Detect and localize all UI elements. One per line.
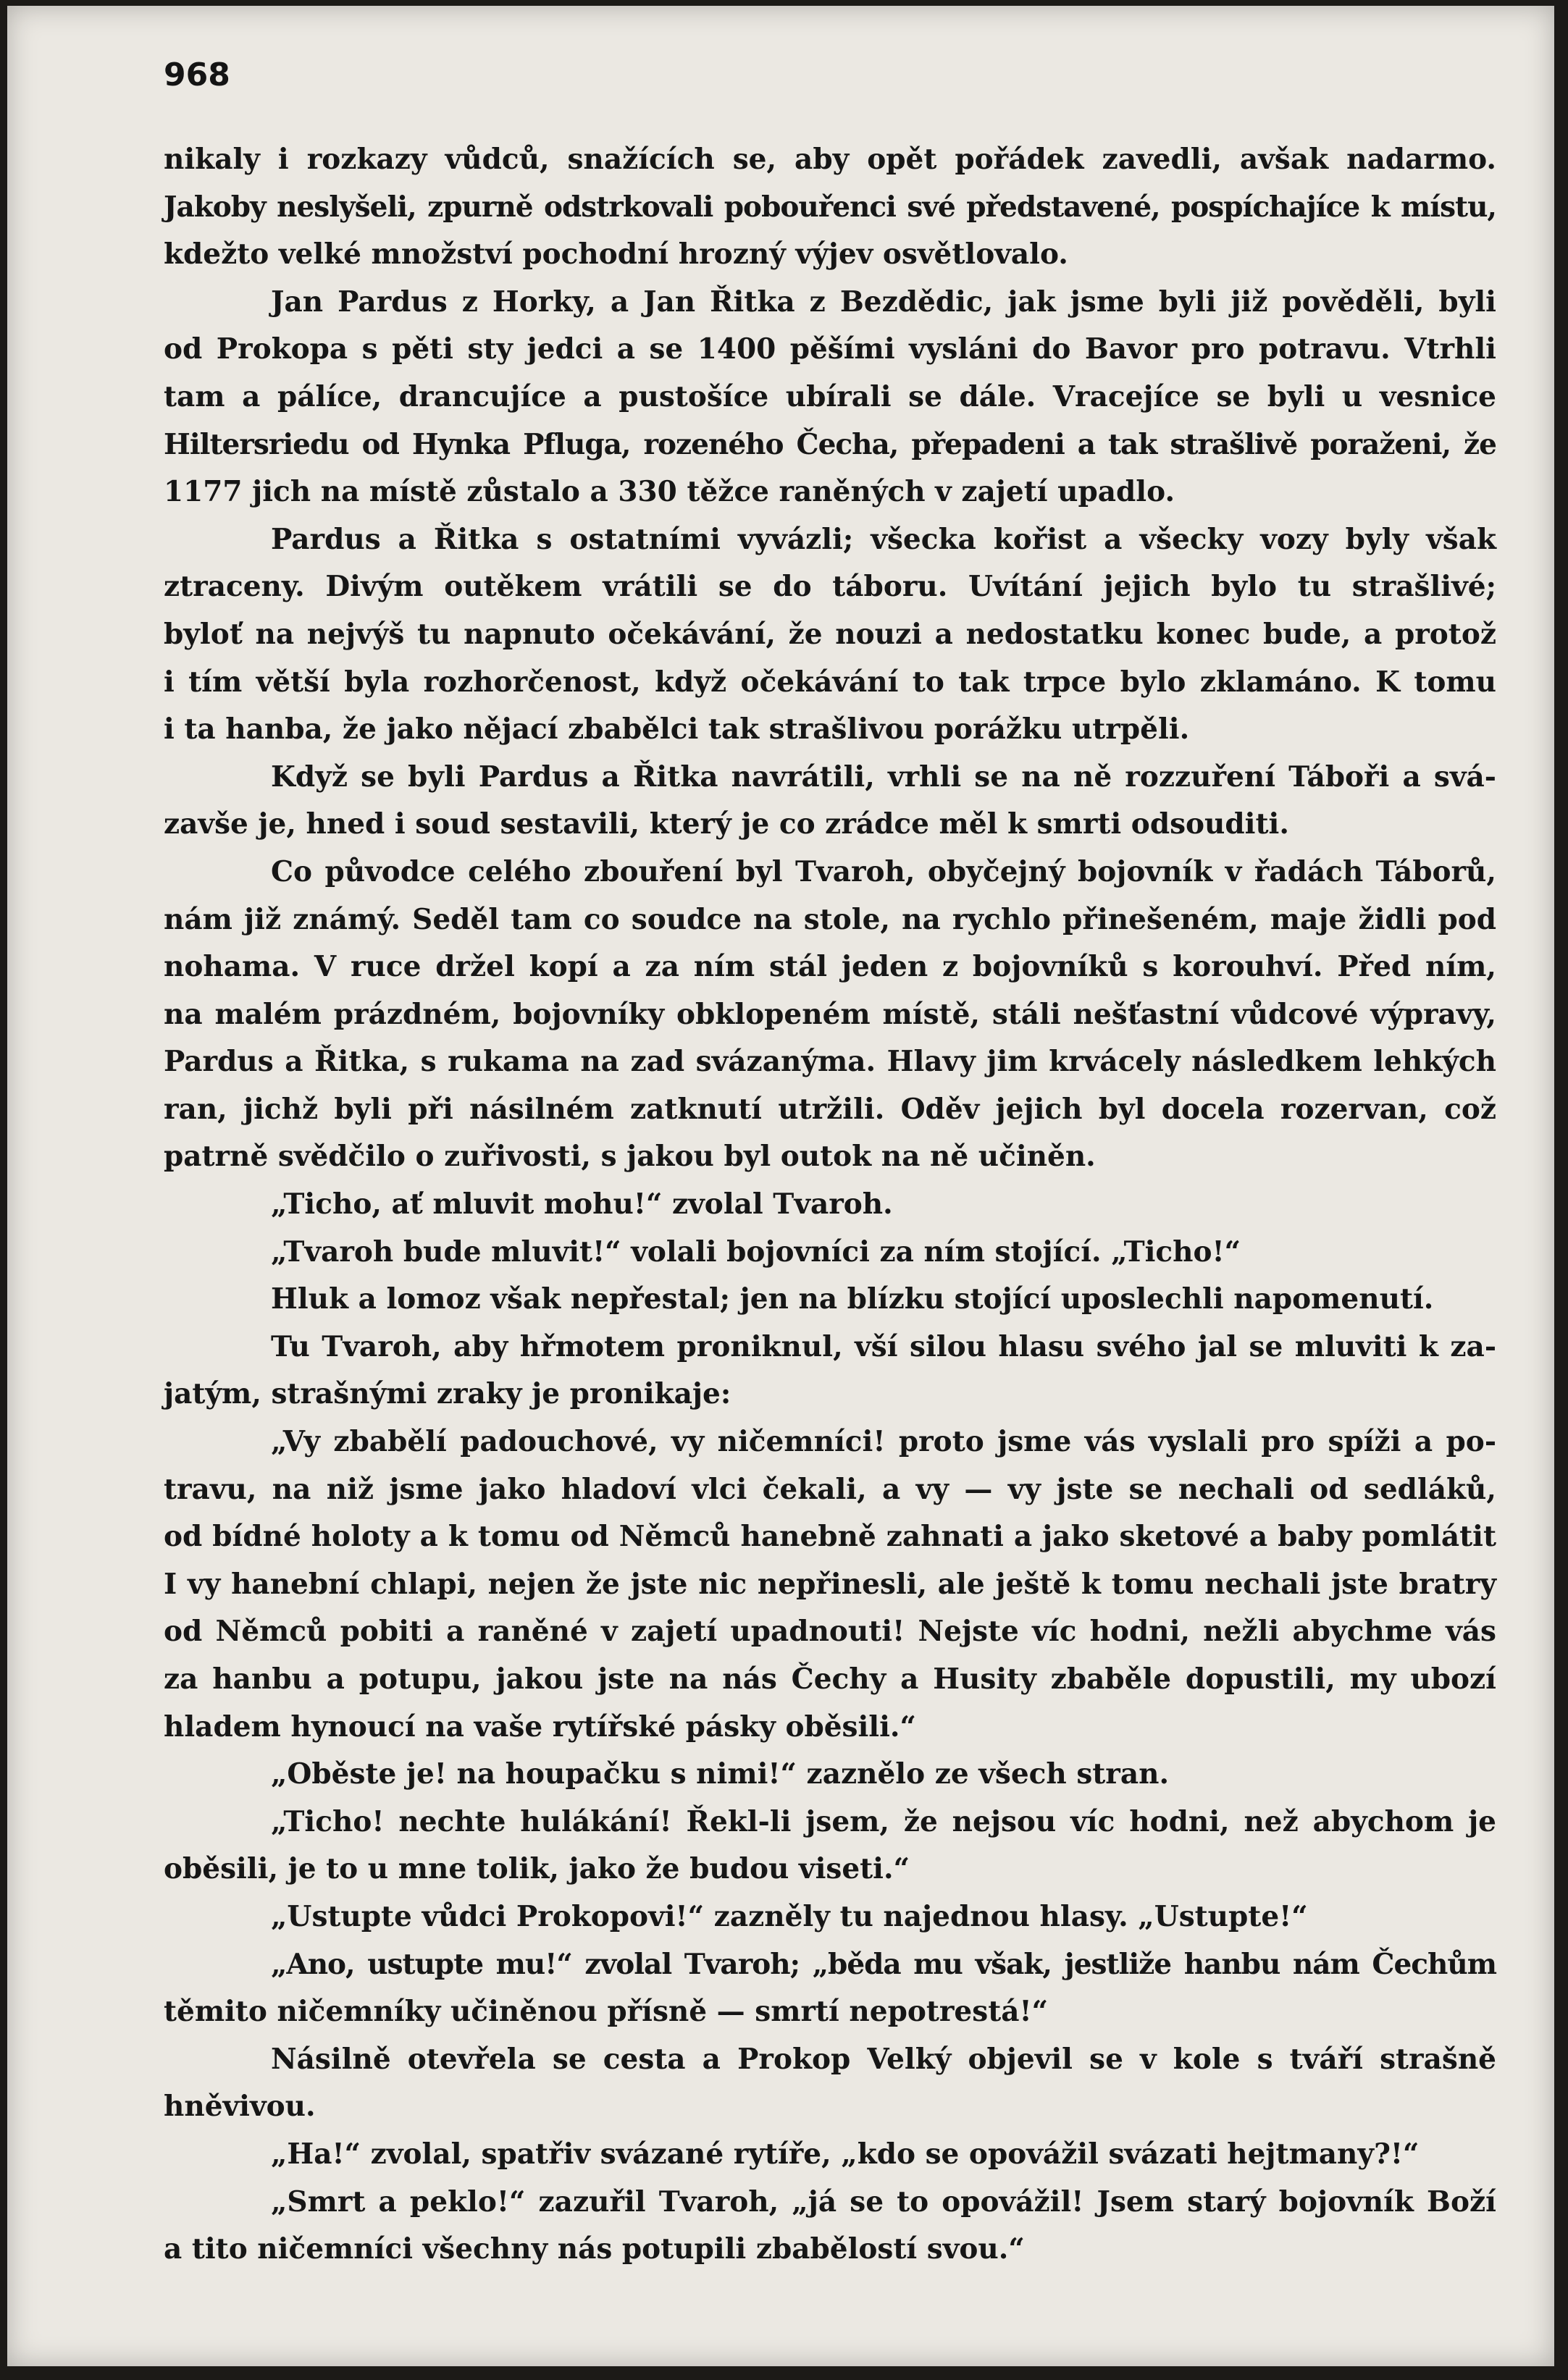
text-line: od Prokopa s pěti sty jedci a se 1400 pěšími vysláni do Bavor pro potravu. Vtrhli — [164, 332, 1496, 366]
text-line: „Oběste je! na houpačku s nimi!“ zaznělo ze všech stran. — [271, 1757, 1170, 1791]
text-line: Pardus a Řitka s ostatními vyvázli; všecka kořist a všecky vozy byly však — [271, 522, 1496, 556]
text-line: od bídné holoty a k tomu od Němců hanebně zahnati a jako sketové a baby pomlátit — [164, 1520, 1496, 1554]
text-line: Když se byli Pardus a Řitka navrátili, vrhli se na ně rozzuření Táboři a svá- — [271, 760, 1496, 794]
text-line: Hiltersriedu od Hynka Pfluga, rozeného Čecha, přepadeni a tak strašlivě poraženi, že — [164, 427, 1496, 461]
book-page — [7, 6, 1554, 2366]
text-line: za hanbu a potupu, jakou jste na nás Čechy a Husity zbaběle dopustili, my ubozí — [164, 1662, 1496, 1696]
text-line: „Ano, ustupte mu!“ zvolal Tvaroh; „běda mu však, jestliže hanbu nám Čechům — [271, 1947, 1496, 1981]
text-line: byloť na nejvýš tu napnuto očekávání, že nouzi a nedostatku konec bude, a protož — [164, 617, 1496, 651]
text-line: Co původce celého zbouření byl Tvaroh, obyčejný bojovník v řadách Táborů, — [271, 854, 1496, 888]
text-line: 1177 jich na místě zůstalo a 330 těžce raněných v zajetí upadlo. — [164, 475, 1175, 509]
text-line: Hluk a lomoz však nepřestal; jen na blízku stojící uposlechli napomenutí. — [271, 1282, 1434, 1316]
text-line: kdežto velké množství pochodní hrozný výjev osvětlovalo. — [164, 237, 1068, 272]
text-line: I vy hanební chlapi, nejen že jste nic nepřinesli, ale ještě k tomu nechali jste bratry — [164, 1567, 1496, 1601]
text-line: ztraceny. Divým outěkem vrátili se do táboru. Uvítání jejich bylo tu strašlivé; — [164, 570, 1496, 604]
text-line: Násilně otevřela se cesta a Prokop Velký objevil se v kole s tváří strašně — [271, 2042, 1496, 2076]
text-line: nikaly i rozkazy vůdců, snažících se, aby opět pořádek zavedli, avšak nadarmo. — [164, 143, 1496, 176]
text-line: hněvivou. — [164, 2090, 316, 2124]
text-line: a tito ničemníci všechny nás potupili zbabělostí svou.“ — [164, 2232, 1025, 2266]
text-line: „Vy zbabělí padouchové, vy ničemníci! proto jsme vás vyslali pro spíži a po- — [271, 1425, 1496, 1459]
text-line: „Ustupte vůdci Prokopovi!“ zazněly tu najednou hlasy. „Ustupte!“ — [271, 1899, 1308, 1933]
text-line: i tím větší byla rozhorčenost, když očekávání to tak trpce bylo zklamáno. K tomu — [164, 665, 1496, 699]
text-line: Jan Pardus z Horky, a Jan Řitka z Bezdědic, jak jsme byli již pověděli, byli — [271, 285, 1496, 319]
text-line: patrně svědčilo o zuřivosti, s jakou byl outok na ně učiněn. — [164, 1140, 1096, 1174]
text-line: Jakoby neslyšeli, zpurně odstrkovali pobouřenci své představené, pospíchajíce k místu, — [164, 190, 1496, 224]
text-line: „Tvaroh bude mluvit!“ volali bojovníci za ním stojící. „Ticho!“ — [271, 1235, 1241, 1269]
text-line: nám již známý. Seděl tam co soudce na stole, na rychlo přinešeném, maje židli pod — [164, 902, 1496, 936]
text-line: i ta hanba, že jako nějací zbabělci tak strašlivou porážku utrpěli. — [164, 712, 1190, 747]
text-line: hladem hynoucí na vaše rytířské pásky oběsili.“ — [164, 1710, 916, 1744]
text-line: Pardus a Řitka, s rukama na zad svázanýma. Hlavy jim krvácely následkem lehkých — [164, 1045, 1496, 1079]
text-line: „Ticho, ať mluvit mohu!“ zvolal Tvaroh. — [271, 1187, 893, 1221]
text-line: těmito ničemníky učiněnou přísně — smrtí nepotrestá!“ — [164, 1995, 1049, 2029]
text-line: „Smrt a peklo!“ zazuřil Tvaroh, „já se to opovážil! Jsem starý bojovník Boží — [271, 2185, 1496, 2219]
text-line: oběsili, je to u mne tolik, jako že budou viseti.“ — [164, 1852, 910, 1886]
body-text — [164, 136, 1496, 2274]
text-line: „Ticho! nechte hulákání! Řekl-li jsem, že nejsou víc hodni, než abychom je — [271, 1804, 1496, 1838]
text-line: Tu Tvaroh, aby hřmotem proniknul, vší silou hlasu svého jal se mluviti k za- — [271, 1329, 1496, 1363]
text-line: „Ha!“ zvolal, spatřiv svázané rytíře, „kdo se opovážil svázati hejtmany?!“ — [271, 2137, 1420, 2171]
text-line: travu, na niž jsme jako hladoví vlci čekali, a vy — vy jste se nechali od sedláků, — [164, 1472, 1496, 1506]
text-line: tam a pálíce, drancujíce a pustošíce ubírali se dále. Vracejíce se byli u vesnice — [164, 379, 1496, 413]
text-line: zavše je, hned i soud sestavili, který je co zrádce měl k smrti odsouditi. — [164, 807, 1289, 841]
text-line: jatým, strašnými zraky je pronikaje: — [164, 1377, 731, 1411]
text-line: od Němců pobiti a raněné v zajetí upadnouti! Nejste víc hodni, nežli abychme vás — [164, 1615, 1496, 1649]
text-line: nohama. V ruce držel kopí a za ním stál jeden z bojovníků s korouhví. Před ním, — [164, 950, 1496, 984]
text-line: ran, jichž byli při násilném zatknutí utržili. Oděv jejich byl docela rozervan, což — [164, 1092, 1496, 1126]
page-number: 968 — [164, 56, 230, 93]
text-line: na malém prázdném, bojovníky obklopeném místě, stáli nešťastní vůdcové výpravy, — [164, 997, 1496, 1031]
